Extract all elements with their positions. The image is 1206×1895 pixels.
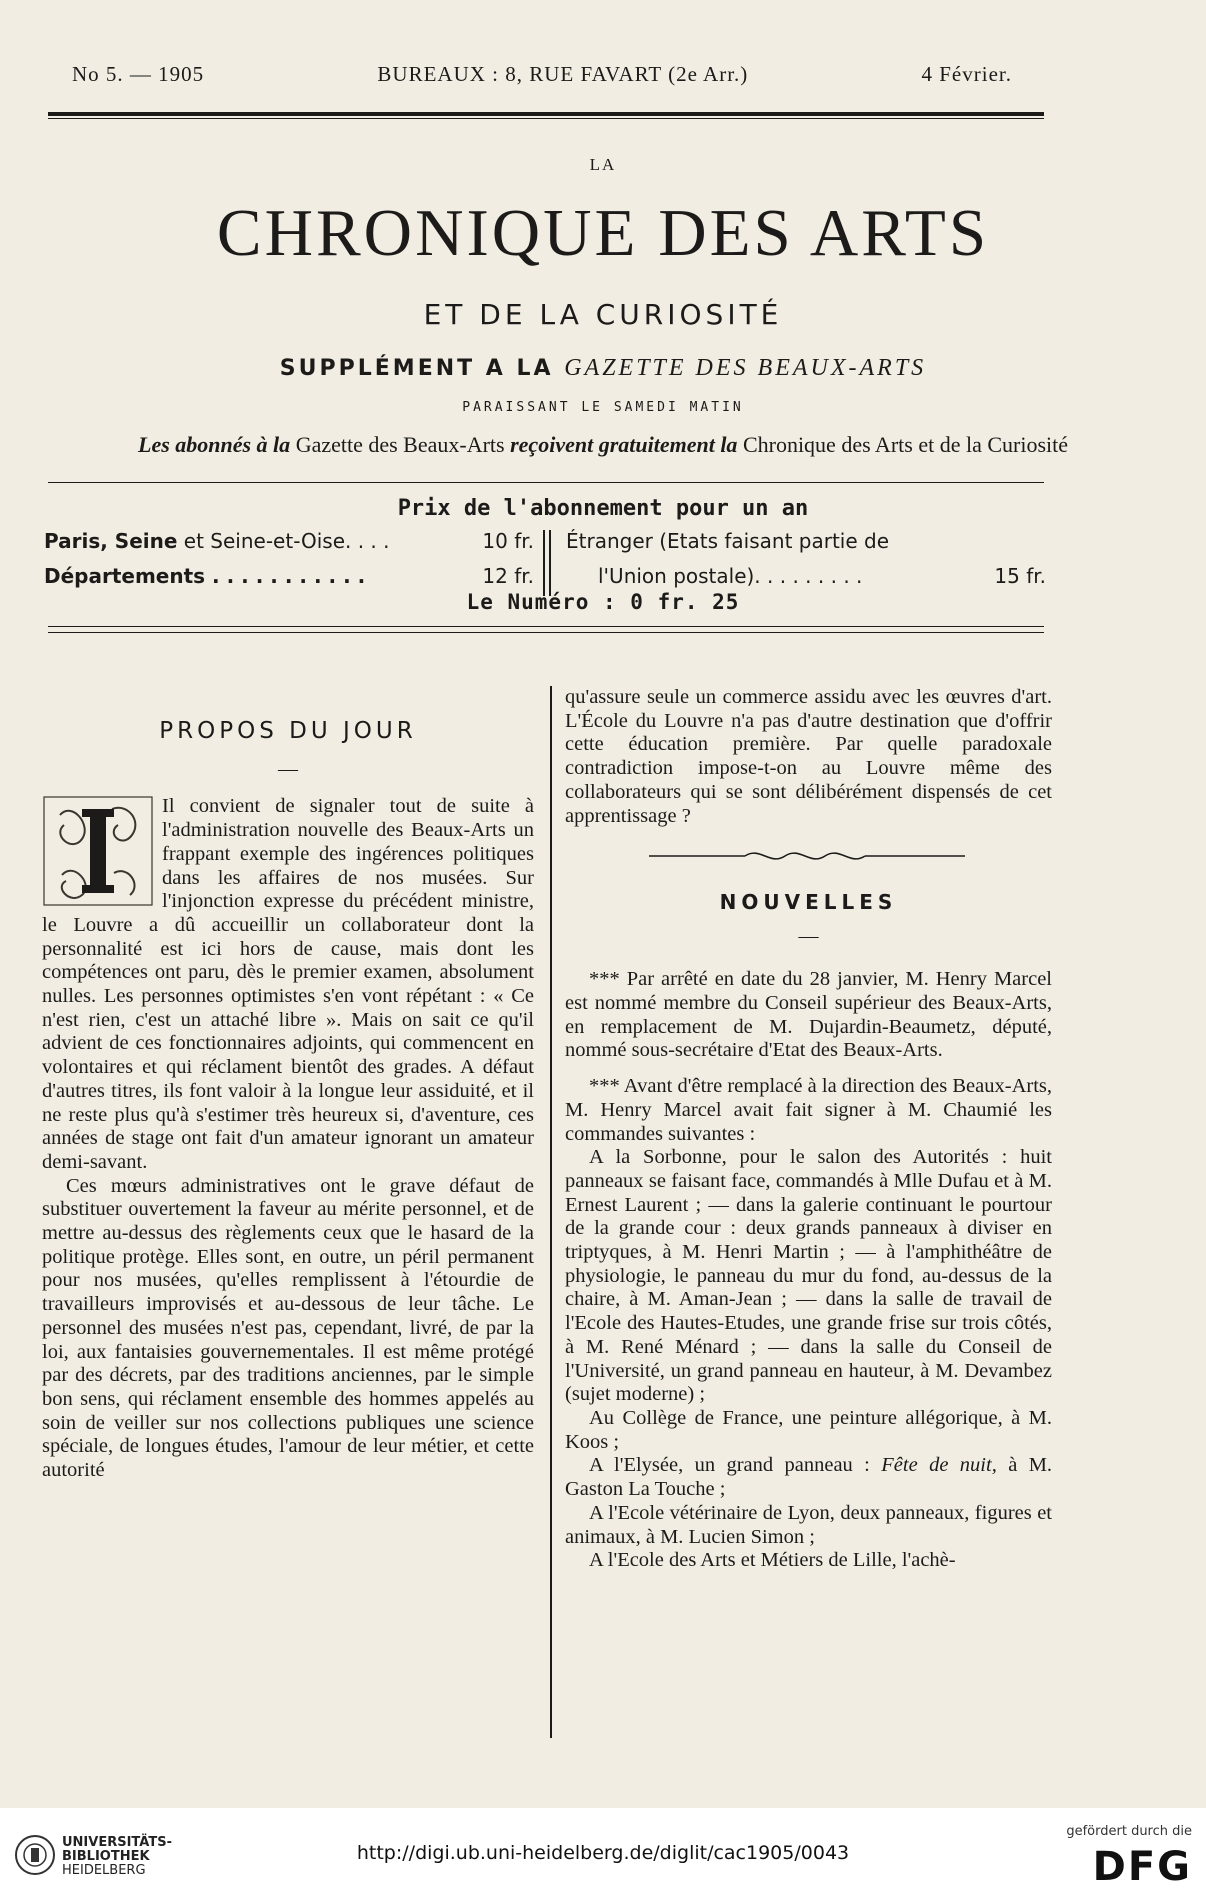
paris-label: et Seine-et-Oise. . . .: [183, 529, 390, 553]
body-top-rule: [48, 626, 1044, 627]
news-item-5-title: Fête de nuit,: [881, 1454, 997, 1477]
price-row-etranger: [566, 559, 1046, 594]
bureaux-address: BUREAUX : 8, RUE FAVART (2e Arr.): [377, 62, 749, 86]
subscribers-note-a: Les abonnés à la: [138, 432, 291, 457]
right-column: [565, 686, 1052, 1573]
issue-number: No 5. — 1905: [72, 62, 205, 86]
uni-line-3: HEIDELBERG: [62, 1863, 146, 1878]
supplement-line: [0, 355, 1206, 382]
pricing-divider-1: [543, 530, 545, 596]
masthead-article: LA: [589, 155, 617, 174]
pricing-domestic: [44, 524, 534, 594]
masthead-title: CHRONIQUE DES ARTS: [216, 196, 990, 270]
ornamental-divider-icon: [565, 828, 1052, 884]
propos-title: PROPOS DU JOUR: [159, 718, 417, 744]
subscribers-note-d: Chronique des Arts et de la Curiosité: [742, 432, 1068, 457]
source-url-link[interactable]: http://digi.ub.uni-heidelberg.de/diglit/cac1905/0043: [356, 1842, 850, 1864]
uni-line-1: UNIVERSITÄTS-: [62, 1835, 172, 1850]
masthead-subtitle: ET DE LA CURIOSITÉ: [423, 298, 783, 331]
pricing-heading: Prix de l'abonnement pour un an: [397, 496, 809, 521]
publication-schedule: PARAISSANT LE SAMEDI MATIN: [462, 400, 744, 415]
header-rule-thin: [48, 118, 1044, 119]
pricing-top-rule: [48, 482, 1044, 483]
news-item-5-c: à M. Gaston La Touche ;: [565, 1454, 1053, 1501]
etranger-line-2: l'Union postale). . . . . . . . .: [598, 564, 863, 588]
propos-paragraph-1: Il convient de signaler tout de suite à l'administration nouvelle des Beaux-Arts un frappant exemple des ingérences politiques dans les affaires de nos musées. Sur l'injonction expresse du précédent ministre, le Louvre a dû accueillir un collaborateur dont la personnalité est ici hors de cause, mais dont les compétences ont paru, dès le premier examen, absolument nulles. Les personnes optimistes s'en vont répétant : « Ce n'est rien, c'est un attaché libre ». Mais on sait ce qu'il advient de ces fonctionnaires adjoints, qui commencent en volontaires et qui réclament bientôt des grades. A défaut d'autres titres, ils font valoir à la longue leur assiduité, et il ne reste plus qu'à s'estimer très heureux si, d'aventure, ces années de stage ont fait d'un amateur ignorant un amateur demi-savant.: [42, 795, 534, 1173]
news-item-6: A l'Ecole vétérinaire de Lyon, deux panneaux, figures et animaux, à M. Lucien Simon ;: [565, 1501, 1052, 1548]
news-item-7: A l'Ecole des Arts et Métiers de Lille, l'achè-: [589, 1549, 956, 1572]
subscribers-note-b: Gazette des Beaux-Arts: [295, 432, 505, 457]
price-row-departements: [44, 559, 534, 594]
issue-date: 4 Février.: [921, 62, 1012, 86]
footer-bar: [0, 1808, 1206, 1895]
supplement-prefix: SUPPLÉMENT A LA: [279, 356, 554, 381]
news-item-1: *** Par arrêté en date du 28 janvier, M. Henry Marcel est nommé membre du Conseil supérieur des Beaux-Arts, en remplacement de M. Dujardin-Beaumetz, député, nommé sous-secrétaire d'Etat des Beaux-Arts.: [565, 968, 1052, 1062]
issue-header: [72, 62, 1012, 87]
body-top-rule-2: [48, 632, 1044, 633]
single-issue-price: Le Numéro : 0 fr. 25: [466, 590, 740, 614]
news-item-4: Au Collège de France, une peinture allégorique, à M. Koos ;: [565, 1406, 1052, 1453]
news-item-5-a: A l'Elysée, un grand panneau :: [589, 1454, 870, 1477]
etranger-line-1: Étranger (Etats faisant partie de: [566, 529, 890, 553]
nouvelles-title: NOUVELLES: [719, 889, 898, 914]
propos-continuation: qu'assure seule un commerce assidu avec les œuvres d'art. L'École du Louvre n'a pas d'autre destination que d'offrir cette éducation première. Par quelle paradoxale contradiction impose-t-on au Louvre même des collaborateurs qui se sont délibérément dispensés de cet apprentissage ?: [565, 686, 1052, 827]
left-column: [42, 720, 534, 1483]
departements-label: Départements . . . . . . . . . . .: [44, 564, 366, 588]
dfg-logo: DFG: [1092, 1844, 1192, 1890]
paris-price: 10 fr.: [482, 529, 534, 553]
column-separator: [550, 686, 552, 1738]
subscribers-note: [0, 432, 1206, 458]
news-item-2: *** Avant d'être remplacé à la direction des Beaux-Arts, M. Henry Marcel avait fait signer à M. Chaumié les commandes suivantes :: [565, 1075, 1052, 1145]
uni-line-2: BIBLIOTHEK: [62, 1849, 150, 1864]
departements-price: 12 fr.: [482, 564, 534, 588]
news-item-3: A la Sorbonne, pour le salon des Autorités : huit panneaux se faisant face, commandés à Mlle Dufau et à M. Ernest Laurent ; — dans la galerie continuant le pourtour de la grande cour : deux grands panneaux à diviser en triptyques, à M. Henri Martin ; — à l'amphithéâtre de physiologie, le panneau du mur du fond, au-dessus de la chaire, à M. Aman-Jean ; — dans la salle de travail de l'Ecole des Hautes-Etudes, une grande frise sur trois côtés, à M. René Ménard ; — dans la salle du Conseil de l'Université, un grand panneau en hauteur, à M. Devambez (sujet moderne) ;: [565, 1146, 1052, 1406]
propos-paragraph-2: Ces mœurs administratives ont le grave défaut de substituer ouvertement la faveur au mérite personnel, et de mettre au-dessus des règlements ceux que le hasard de la politique protège. Elles sont, en outre, un péril permanent pour nos musées, qu'elles remplissent à l'étourdie de travailleurs improvisés et au-dessous de leur tâche. Le personnel des musées n'est pas, cependant, livré, de par la loi, aux fantaisies gouvernementales. Il est même protégé par des décrets, par des traditions anciennes, par le simple bon sens, qui réclament ensemble des hommes appelés au soin de veiller sur nos collections publiques une science spéciale, de longues études, l'amour de leur métier, et cette autorité: [42, 1174, 534, 1482]
nouvelles-dash: —: [798, 924, 819, 947]
propos-dash: —: [278, 757, 298, 780]
supplement-gazette: GAZETTE DES BEAUX-ARTS: [564, 355, 927, 381]
funding-label: gefördert durch die: [1066, 1824, 1192, 1839]
etranger-price: 15 fr.: [994, 564, 1046, 588]
paris-label-bold: Paris, Seine: [44, 529, 178, 553]
header-rule: [48, 112, 1044, 116]
ornamental-initial-icon: [42, 795, 154, 907]
pricing-foreign: [566, 524, 1046, 594]
pricing-divider-2: [549, 530, 551, 596]
subscribers-note-c: reçoivent gratuitement la: [510, 432, 738, 457]
news-item-5: [565, 1454, 1052, 1501]
price-row-paris: [44, 524, 534, 559]
